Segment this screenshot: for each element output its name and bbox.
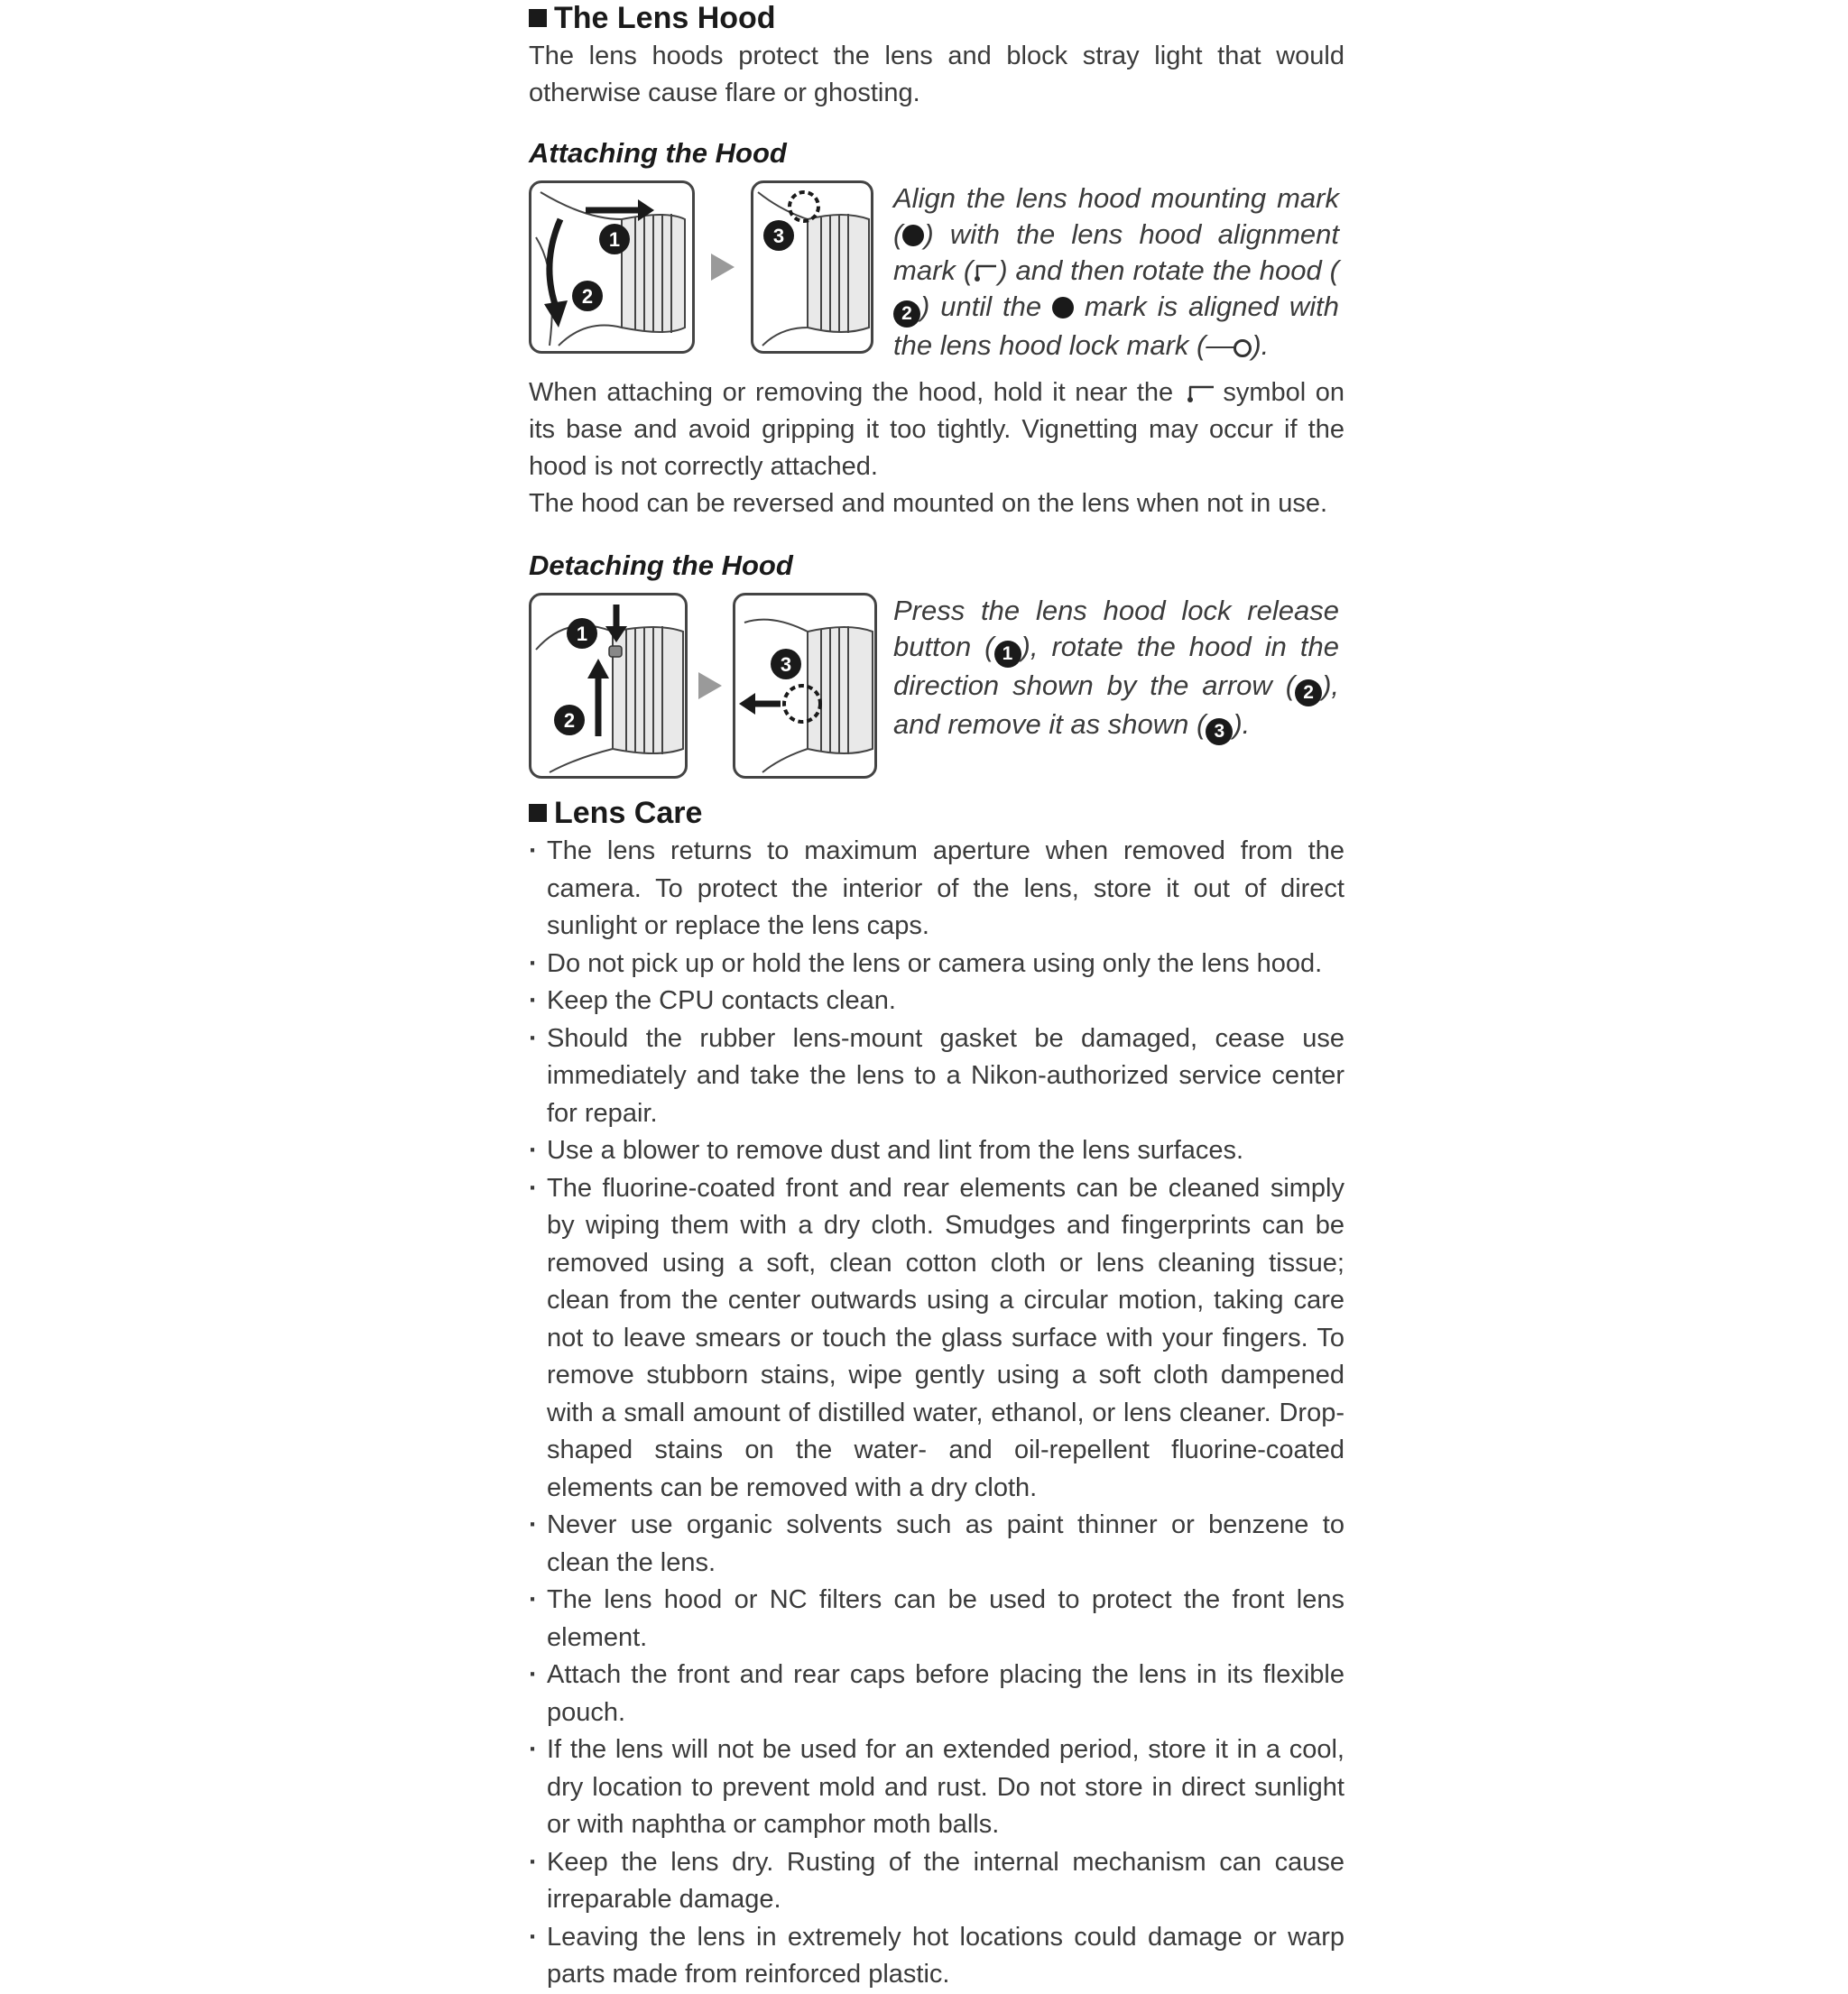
attach-note-a-part-1: When attaching or removing the hood, hold it near the [529,378,1183,407]
list-item: · The lens hood or NC filters can be used to protect the front lens element. [529,1582,1344,1657]
attach-instr-part-5: mark is aligned with the lens hood lock mark (— [893,291,1339,361]
attach-step-2-label: 2 [581,285,594,308]
attach-instr-part-6: ). [1252,329,1270,361]
attach-instructions [893,180,1339,364]
detach-instructions [893,593,1339,745]
lens-hood-intro: The lens hoods protect the lens and block stray light that would otherwise cause flare or ghosting. [529,42,1344,107]
attach-note-a [529,374,1344,485]
square-bullet-icon-2 [529,804,547,822]
list-item: · Keep the CPU contacts clean. [529,983,1344,1020]
detach-step-1-label: 1 [576,623,588,645]
manual-page [529,0,1344,1994]
mounting-mark-dot-icon-2 [1052,297,1074,318]
step-2-badge-icon: 2 [893,300,920,328]
detaching-hood-title: Detaching the Hood [529,549,793,581]
attach-note-a-part-2: symbol on its base and avoid gripping it too tightly. Vignetting may occur if the hood is not correctly attached. [529,378,1344,481]
detach-instr-part-2: ), rotate the hood in the direction shown by the arrow ( [893,631,1339,701]
detach-instr-part-3: ), and remove it as shown ( [893,669,1339,740]
list-item: · Use a blower to remove dust and lint from the lens surfaces. [529,1132,1344,1170]
attach-instr-part-1: Align the lens hood mounting mark ( [893,182,1339,250]
section-title-lens-care [529,795,1344,831]
list-item: · Should the rubber lens-mount gasket be damaged, cease use immediately and take the lens to a Nikon-authorized service center for repair. [529,1020,1344,1133]
attach-illustration-2 [751,180,873,354]
lock-mark-circle-icon [1234,339,1252,357]
list-item: · Never use organic solvents such as paint thinner or benzene to clean the lens. [529,1507,1344,1582]
lens-care-list [529,833,1344,1994]
alignment-mark-icon [973,263,998,282]
detach-instr-part-4: ). [1233,708,1251,740]
detach-step-2-label: 2 [563,709,576,732]
attach-step-1-label: 1 [608,228,621,251]
step-1-badge-icon: 1 [994,641,1021,668]
attach-illustration-1 [529,180,695,354]
list-item: · Leaving the lens in extremely hot locations could damage or warp parts made from reinforced plastic. [529,1919,1344,1994]
detach-step-3-label: 3 [780,653,792,676]
list-item: · The lens returns to maximum aperture when removed from the camera. To protect the interior of the lens, store it out of direct sunlight or replace the lens caps. [529,833,1344,946]
attaching-hood-title: Attaching the Hood [529,137,787,169]
list-item: · Do not pick up or hold the lens or camera using only the lens hood. [529,946,1344,983]
list-item: · The fluorine-coated front and rear elements can be cleaned simply by wiping them with a dry cloth. Smudges and fingerprints can be removed using a soft, clean cotton cloth or lens cleaning tissue; clean from the center outwards using a circular motion, taking care not to leave smears or touch the glass surface with your fingers. To remove stubborn stains, wipe gently using a soft cloth dampened with a small amount of distilled water, ethanol, or lens cleaner. Drop-shaped stains on the water- and oil-repellent fluorine-coated elements can be removed with a dry cloth. [529,1170,1344,1508]
detach-illustration-1 [529,593,688,779]
lens-care-title-text: Lens Care [554,796,703,830]
list-item: · Attach the front and rear caps before placing the lens in its flexible pouch. [529,1657,1344,1731]
step-3-badge-icon: 3 [1206,718,1233,745]
hood-symbol-icon [1183,383,1214,403]
attach-note-b: The hood can be reversed and mounted on the lens when not in use. [529,489,1328,518]
next-step-arrow-icon-2 [688,593,733,779]
attach-instr-part-2: ) with the lens hood alignment mark ( [893,218,1339,286]
detach-instr-part-1: Press the lens hood lock release button ( [893,595,1339,662]
section-title-lens-hood [529,0,1344,36]
lens-hood-title-text: The Lens Hood [554,1,776,35]
list-item: · If the lens will not be used for an extended period, store it in a cool, dry location to prevent mold and rust. Do not store in direct sunlight or with naphtha or camphor moth balls. [529,1731,1344,1844]
square-bullet-icon [529,9,547,27]
attach-instr-part-3: ) and then rotate the hood ( [998,254,1339,286]
next-step-arrow-icon [695,180,751,354]
mounting-mark-dot-icon [902,225,924,246]
attach-step-3-label: 3 [772,225,785,247]
attaching-figure-row [529,180,1344,364]
attach-instr-part-4: ) until the [920,291,1052,322]
step-2-badge-icon-detach: 2 [1295,679,1322,706]
list-item: · Keep the lens dry. Rusting of the internal mechanism can cause irreparable damage. [529,1844,1344,1919]
detaching-figure-row [529,593,1344,779]
detach-illustration-2 [733,593,877,779]
